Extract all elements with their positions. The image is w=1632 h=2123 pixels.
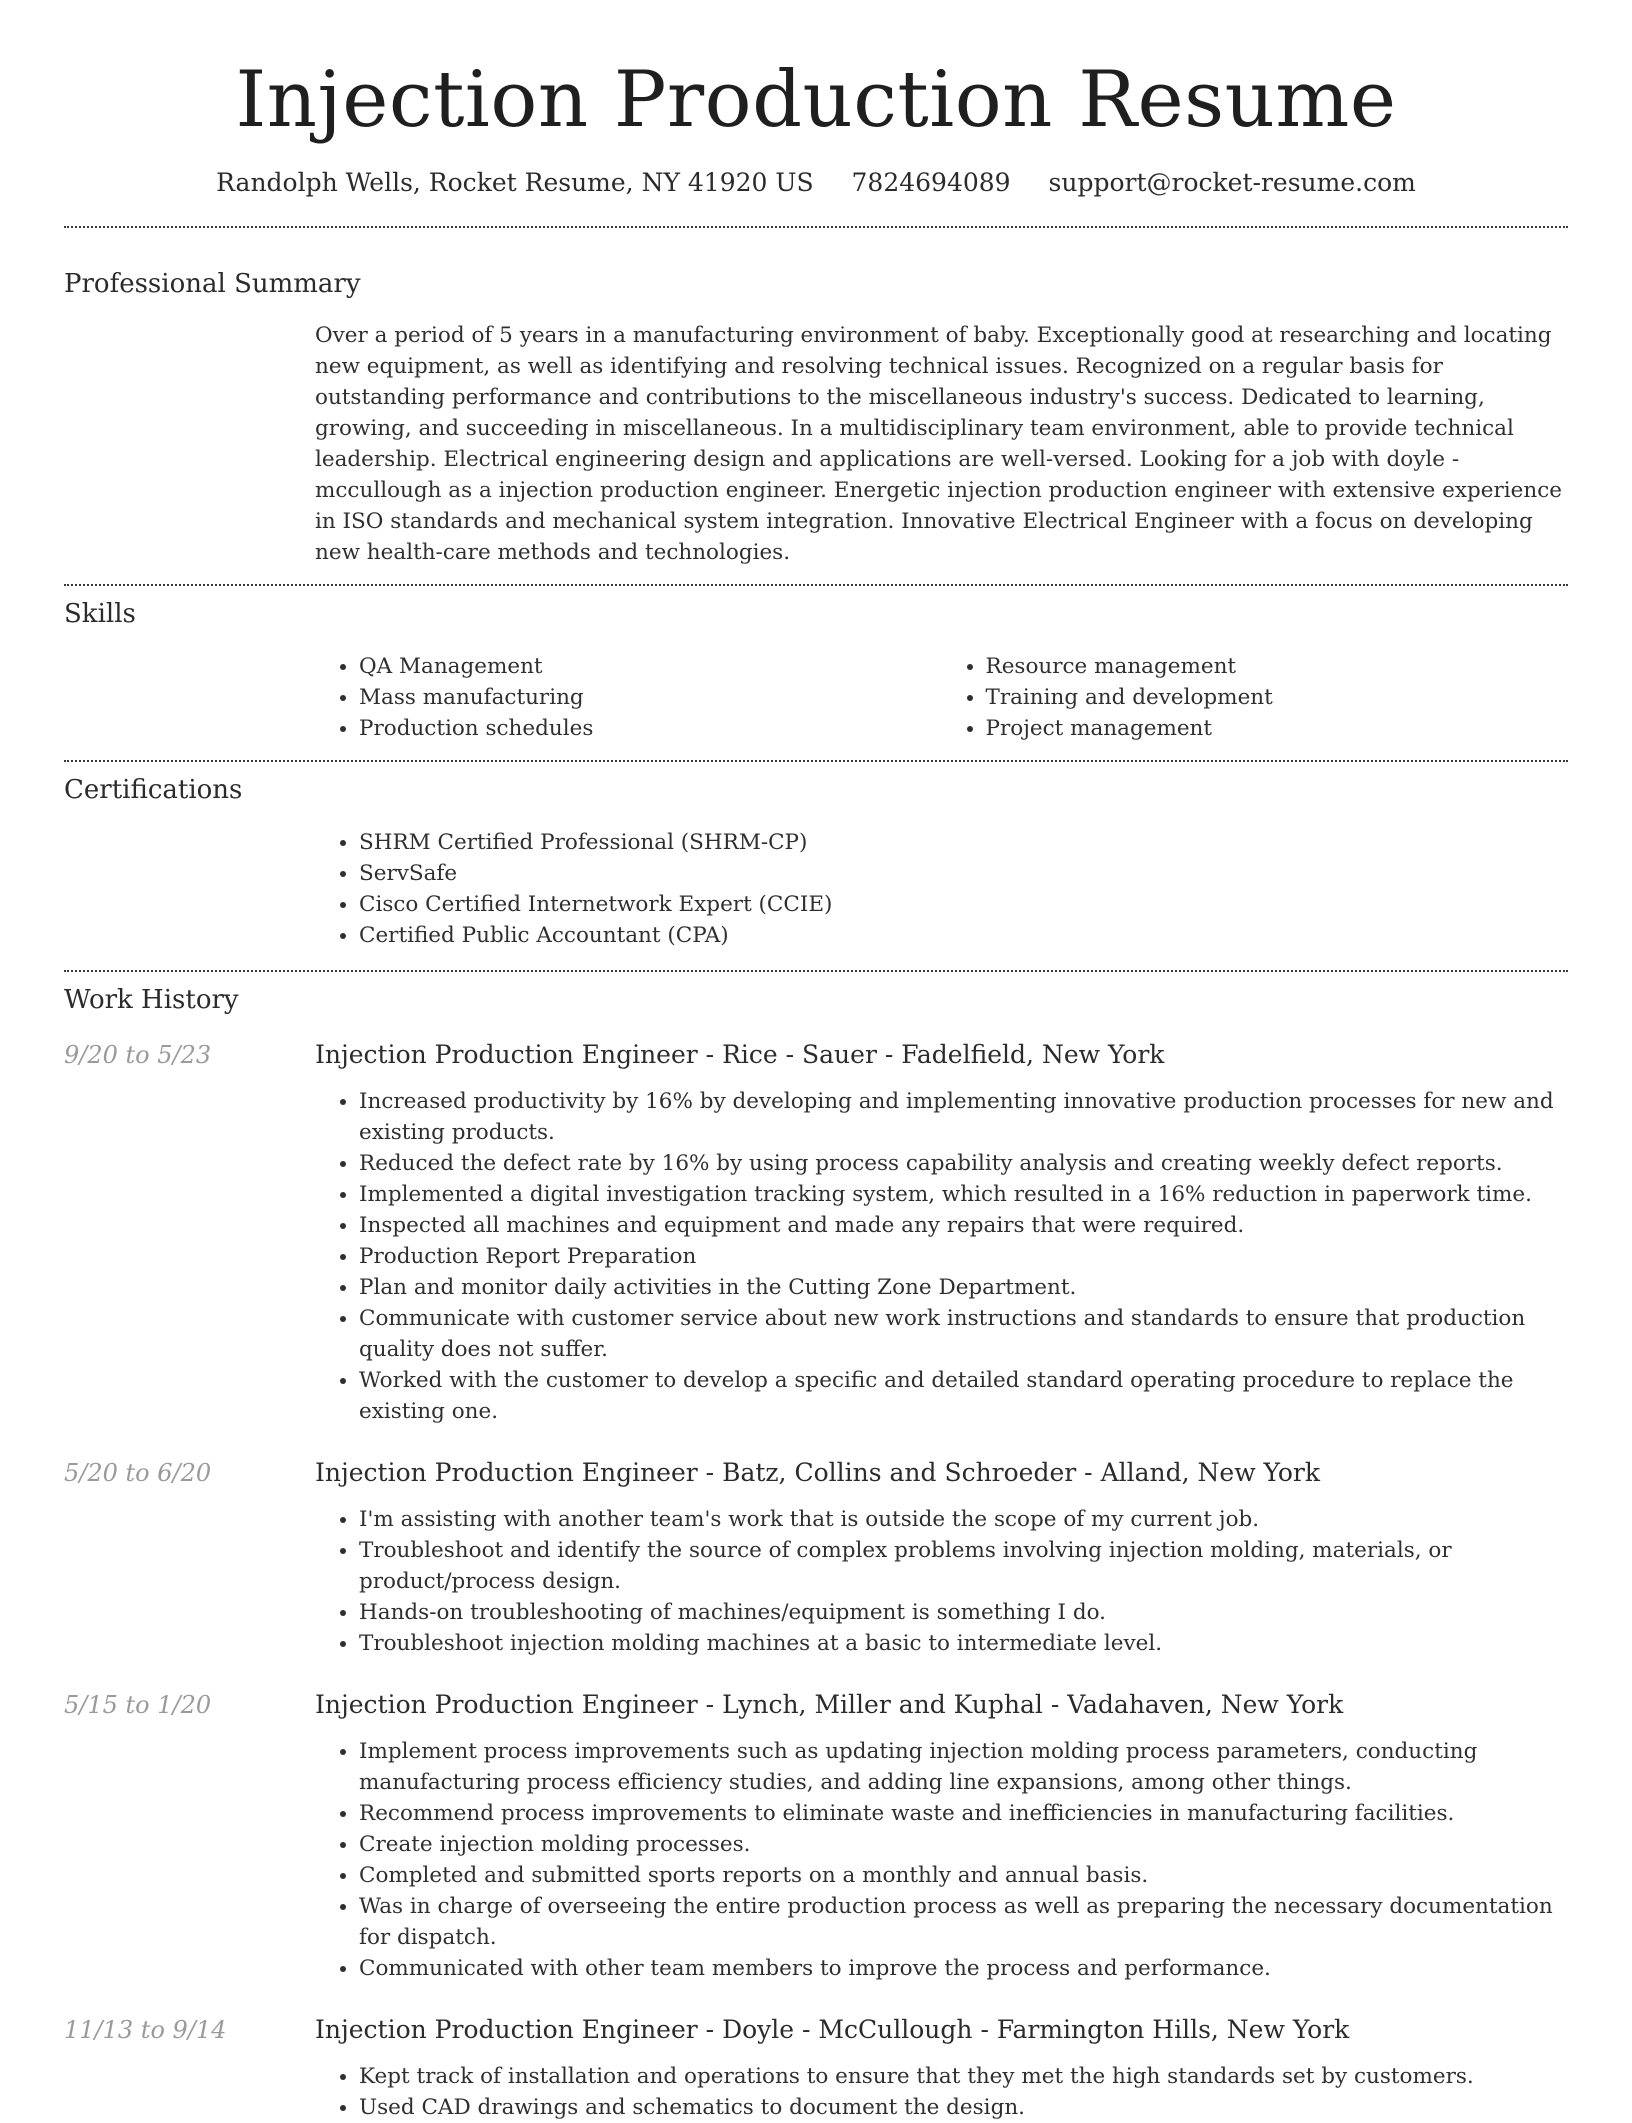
skills-list-left [315, 651, 942, 744]
summary-section [64, 228, 1568, 584]
skill-item: • Mass manufacturing [359, 682, 942, 713]
job-bullet: • Implemented a digital investigation tracking system, which resulted in a 16% reduction in paperwork time. [359, 1179, 1568, 1210]
certifications-section [64, 762, 1568, 970]
job-dates: 5/20 to 6/20 [64, 1459, 212, 1487]
skill-item: • Resource management [986, 651, 1569, 682]
job-bullet: • Kept track of installation and operations to ensure that they met the high standards set by customers. [359, 2061, 1568, 2092]
job-title: Injection Production Engineer - Doyle - McCullough - Farmington Hills, New York [315, 2015, 1350, 2044]
resume-title: Injection Production Resume [235, 55, 1397, 145]
job-bullet: • Reduced the defect rate by 16% by using process capability analysis and creating weekly defect reports. [359, 1148, 1568, 1179]
contact-address: Randolph Wells, Rocket Resume, NY 41920 US [216, 168, 814, 197]
certification-item: • Certified Public Accountant (CPA) [359, 920, 1568, 951]
job-entry [64, 1688, 1568, 1984]
certification-item: • SHRM Certified Professional (SHRM-CP) [359, 827, 1568, 858]
job-bullet: • Recommend process improvements to eliminate waste and inefficiencies in manufacturing facilities. [359, 1798, 1568, 1829]
skills-list-right [942, 651, 1569, 744]
certifications-list [315, 827, 1568, 951]
job-bullet: • Troubleshoot and identify the source of complex problems involving injection molding, materials, or product/process design. [359, 1535, 1568, 1597]
job-bullet: • Implement process improvements such as updating injection molding process parameters, conducting manufacturing process efficiency studies, and adding line expansions, among other things. [359, 1736, 1568, 1798]
skill-item: • Project management [986, 713, 1569, 744]
job-bullet: • Production Report Preparation [359, 1241, 1568, 1272]
job-bullet: • Worked with the customer to develop a specific and detailed standard operating procedure to replace the existing one. [359, 1365, 1568, 1427]
job-title: Injection Production Engineer - Rice - Sauer - Fadelfield, New York [315, 1040, 1165, 1069]
job-bullet: • Plan and monitor daily activities in the Cutting Zone Department. [359, 1272, 1568, 1303]
job-dates: 5/15 to 1/20 [64, 1691, 212, 1719]
job-bullet: • Completed and submitted sports reports on a monthly and annual basis. [359, 1860, 1568, 1891]
job-bullet: • Was in charge of overseeing the entire production process as well as preparing the necessary documentation for dispatch. [359, 1891, 1568, 1953]
skills-heading: Skills [64, 599, 136, 629]
job-entry [64, 2013, 1568, 2123]
job-entry [64, 1038, 1568, 1427]
skill-item: • QA Management [359, 651, 942, 682]
skills-section [64, 586, 1568, 760]
job-bullet: • Hands-on troubleshooting of machines/equipment is something I do. [359, 1597, 1568, 1628]
job-bullet: • Used CAD drawings and schematics to document the design. [359, 2092, 1568, 2123]
summary-heading: Professional Summary [64, 269, 361, 299]
job-bullet: • Communicate with customer service about new work instructions and standards to ensure that production quality does not suffer. [359, 1303, 1568, 1365]
skill-item: • Production schedules [359, 713, 942, 744]
job-bullet: • Increased productivity by 16% by developing and implementing innovative production processes for new and existing products. [359, 1086, 1568, 1148]
job-bullet: • I'm assisting with another team's work that is outside the scope of my current job. [359, 1504, 1568, 1535]
job-title: Injection Production Engineer - Batz, Collins and Schroeder - Alland, New York [315, 1458, 1321, 1487]
job-bullet-list [315, 1736, 1568, 1984]
contact-email: support@rocket-resume.com [1048, 168, 1416, 197]
job-bullet: • Inspected all machines and equipment and made any repairs that were required. [359, 1210, 1568, 1241]
job-bullet-list [315, 2061, 1568, 2123]
job-bullet: • Create injection molding processes. [359, 1829, 1568, 1860]
skill-item: • Training and development [986, 682, 1569, 713]
certification-item: • ServSafe [359, 858, 1568, 889]
contact-line [64, 166, 1568, 200]
contact-phone: 7824694089 [851, 168, 1011, 197]
job-dates: 11/13 to 9/14 [64, 2016, 227, 2044]
job-bullet: • Communicated with other team members to improve the process and performance. [359, 1953, 1568, 1984]
job-entry [64, 1456, 1568, 1659]
job-bullet: • Troubleshoot injection molding machines at a basic to intermediate level. [359, 1628, 1568, 1659]
job-bullet-list [315, 1504, 1568, 1659]
job-dates: 9/20 to 5/23 [64, 1041, 212, 1069]
work-history-section [64, 972, 1568, 2123]
job-title: Injection Production Engineer - Lynch, Miller and Kuphal - Vadahaven, New York [315, 1690, 1344, 1719]
job-bullet-list [315, 1086, 1568, 1427]
certifications-heading: Certifications [64, 775, 243, 805]
summary-text: Over a period of 5 years in a manufacturing environment of baby. Exceptionally good at researching and locating new equipment, as well as identifying and resolving technical issues. Recognized on a regular basis for outstanding performance and contributions to the miscellaneous industry's success. Dedicated to learning, growing, and succeeding in miscellaneous. In a multidisciplinary team environment, able to provide technical leadership. Electrical engineering design and applications are well-versed. Looking for a job with doyle - mccullough as a injection production engineer. Energetic injection production engineer with extensive experience in ISO standards and mechanical system integration. Innovative Electrical Engineer with a focus on developing new health-care methods and technologies. [315, 323, 1563, 565]
certification-item: • Cisco Certified Internetwork Expert (CCIE) [359, 889, 1568, 920]
work-history-heading: Work History [64, 985, 239, 1015]
